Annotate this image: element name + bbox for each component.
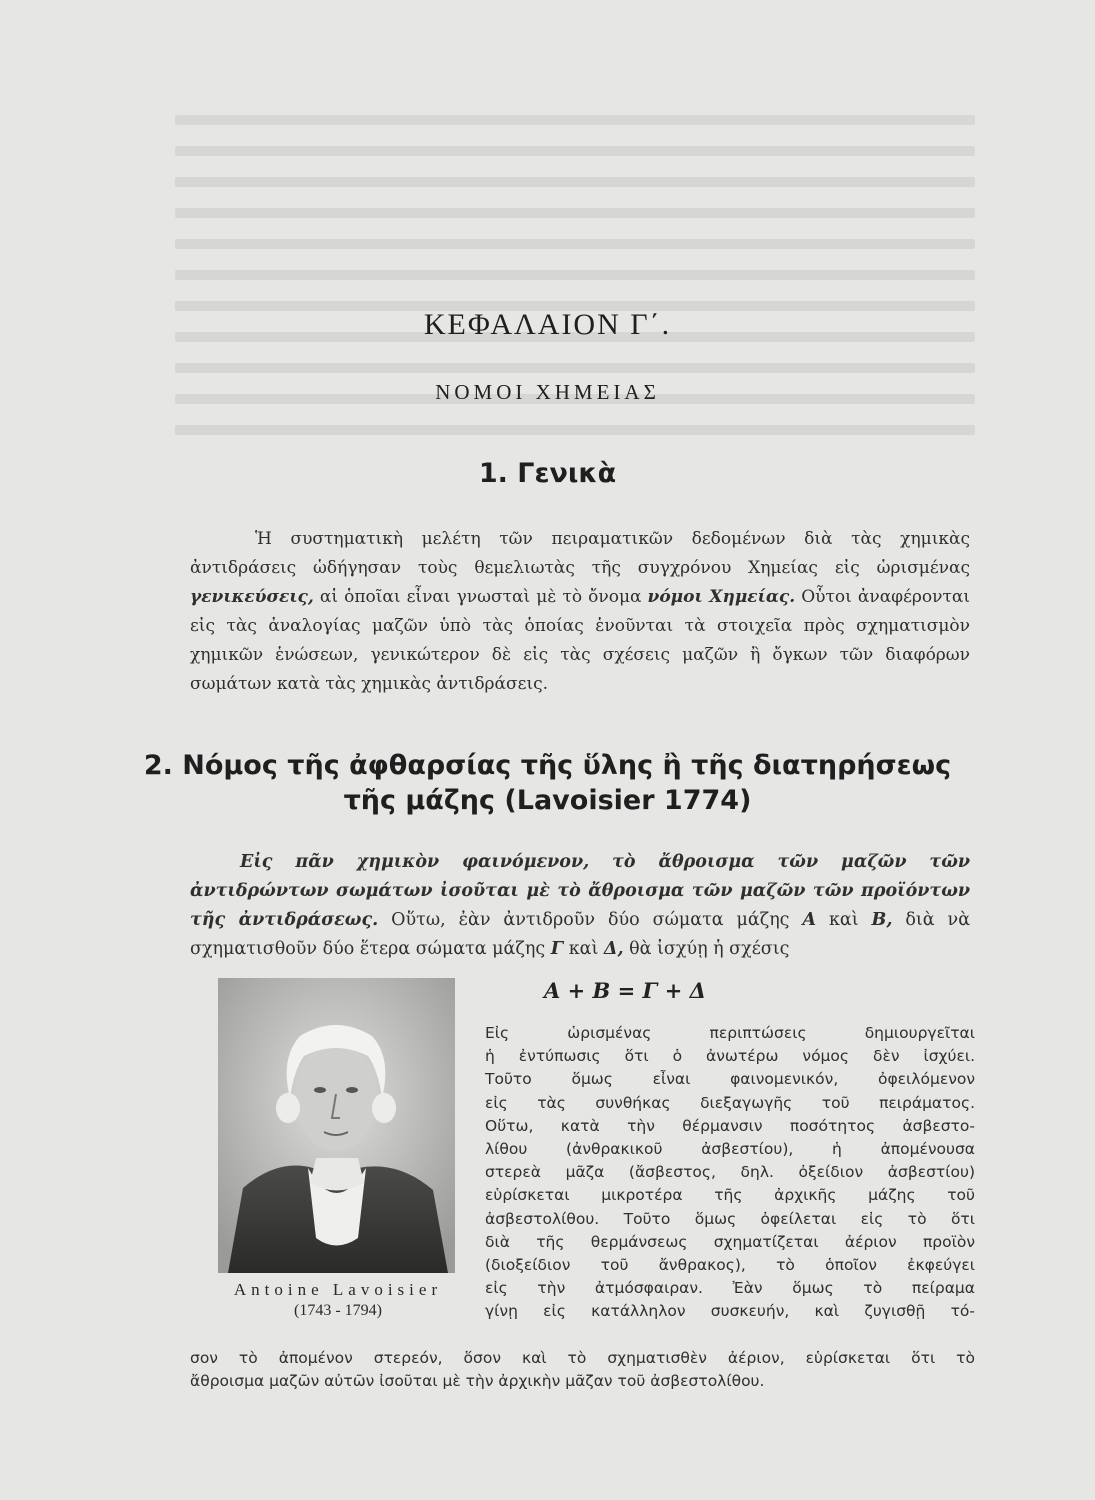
portrait-caption-dates: (1743 - 1794) [294, 1302, 382, 1319]
section-2-heading-line-1: 2. Νόμος τῆς ἀφθαρσίας τῆς ὕλης ἢ τῆς διατηρήσεως [143, 750, 952, 781]
term-generalizations: γενικεύσεις, [190, 587, 314, 607]
text-line: γίνῃ εἰς κατάλληλον συσκευήν, καὶ ζυγισθῇ τό- [485, 1302, 975, 1321]
section-2-heading-line-2: τῆς μάζης (Lavoisier 1774) [343, 785, 752, 816]
text-line: (διοξείδιον τοῦ ἄνθρακος), τὸ ὁποῖον ἐκφεύγει [485, 1256, 975, 1275]
text-line: λίθου (ἀνθρακικοῦ ἀσβεστίου), ἡ ἀπομένουσα [485, 1140, 975, 1159]
text-line: ἄθροισμα μαζῶν αὐτῶν ἰσοῦται μὲ τὴν ἀρχικὴν μᾶζαν τοῦ ἀσβεστολίθου. [190, 1372, 765, 1391]
text-line: ἡ ἐντύπωσις ὅτι ὁ ἀνωτέρω νόμος δὲν ἰσχύει. [485, 1047, 975, 1066]
text-line: εἰς τὴν ἀτμόσφαιραν. Ἐὰν ὅμως τὸ πείραμα [485, 1279, 975, 1298]
text-line: Οὕτω, κατὰ τὴν θέρμανσιν ποσότητος ἀσβεστο- [485, 1116, 975, 1135]
text-line: Εἰς ὡρισμένας περιπτώσεις δημιουργεῖται [485, 1024, 975, 1042]
section-2-paragraph: Εἰς πᾶν χημικὸν φαινόμενον, τὸ ἄθροισμα τῶν μαζῶν τῶν ἀντιδρώντων σωμάτων ἰσοῦται μὲ τὸ ἄθροισμα τῶν μαζῶν τῶν προϊόντων τῆς ἀντιδράσεως. Οὕτω, ἐὰν ἀντιδροῦν δύο σώματα μάζης Α καὶ Β, διὰ νὰ σχηματισθοῦν δύο ἕτερα σώματα μάζης Γ καὶ Δ, θὰ ἰσχύῃ ἡ σχέσις [190, 852, 971, 959]
portrait-caption-name: Antoine Lavoisier [233, 1280, 443, 1299]
section-1-paragraph: Ἡ συστηματικὴ μελέτη τῶν πειραματικῶν δεδομένων διὰ τὰς χημικὰς ἀντιδράσεις ὡδήγησαν τοὺς θεμελιωτὰς τῆς συγχρόνου Χημείας εἰς ὡρισμένας γενικεύσεις, αἱ ὁποῖαι εἶναι γνωσταὶ μὲ τὸ ὄνομα νόμοι Χημείας. Οὗτοι ἀναφέρονται εἰς τὰς ἀναλογίας μαζῶν ὑπὸ τὰς ὁποίας ἑνοῦνται τὰ στοιχεῖα πρὸς σχηματισμὸν χημικῶν ἑνώσεων, γενικώτερον δὲ εἰς τὰς σχέσεις μαζῶν ἢ ὄγκων τῶν διαφόρων σωμάτων κατὰ τὰς χημικὰς ἀντιδράσεις. [190, 529, 970, 694]
chapter-title: ΚΕΦΑΛΑΙΟΝ Γ΄. [423, 308, 672, 341]
text-line: στερεὰ μᾶζα (ἄσβεστος, δηλ. ὀξείδιον ἀσβεστίου) [485, 1163, 975, 1182]
text-line: εὑρίσκεται μικροτέρα τῆς ἀρχικῆς μάζης τοῦ [485, 1186, 975, 1205]
section-1-heading: 1. Γενικὰ [478, 458, 617, 489]
term-laws-of-chemistry: νόμοι Χημείας. [647, 587, 796, 607]
conservation-formula: Α + Β = Γ + Δ [544, 978, 706, 1003]
side-column-text [485, 1022, 975, 1324]
lavoisier-portrait [218, 978, 455, 1273]
text-line: σον τὸ ἀπομένον στερεόν, ὅσον καὶ τὸ σχηματισθὲν ἀέριον, εὑρίσκεται ὅτι τὸ [190, 1349, 975, 1367]
text-line: Τοῦτο ὅμως εἶναι φαινομενικόν, ὀφειλόμενον [485, 1070, 975, 1089]
chapter-subtitle: ΝΟΜΟΙ ΧΗΜΕΙΑΣ [435, 380, 660, 404]
text-line: εἰς τὰς συνθήκας διεξαγωγῆς τοῦ πειράματος. [485, 1093, 975, 1112]
law-statement: Εἰς πᾶν χημικὸν φαινόμενον, τὸ ἄθροισμα τῶν μαζῶν τῶν ἀντιδρώντων σωμάτων ἰσοῦται μὲ τὸ ἄθροισμα τῶν μαζῶν τῶν προϊόντων τῆς ἀντιδράσεως. [190, 852, 970, 930]
text-line: διὰ τῆς θερμάνσεως σχηματίζεται ἀέριον προϊὸν [485, 1232, 975, 1251]
text-line: ἀσβεστολίθου. Τοῦτο ὅμως ὀφείλεται εἰς τὸ ὅτι [485, 1209, 975, 1228]
closing-text [190, 1347, 975, 1393]
